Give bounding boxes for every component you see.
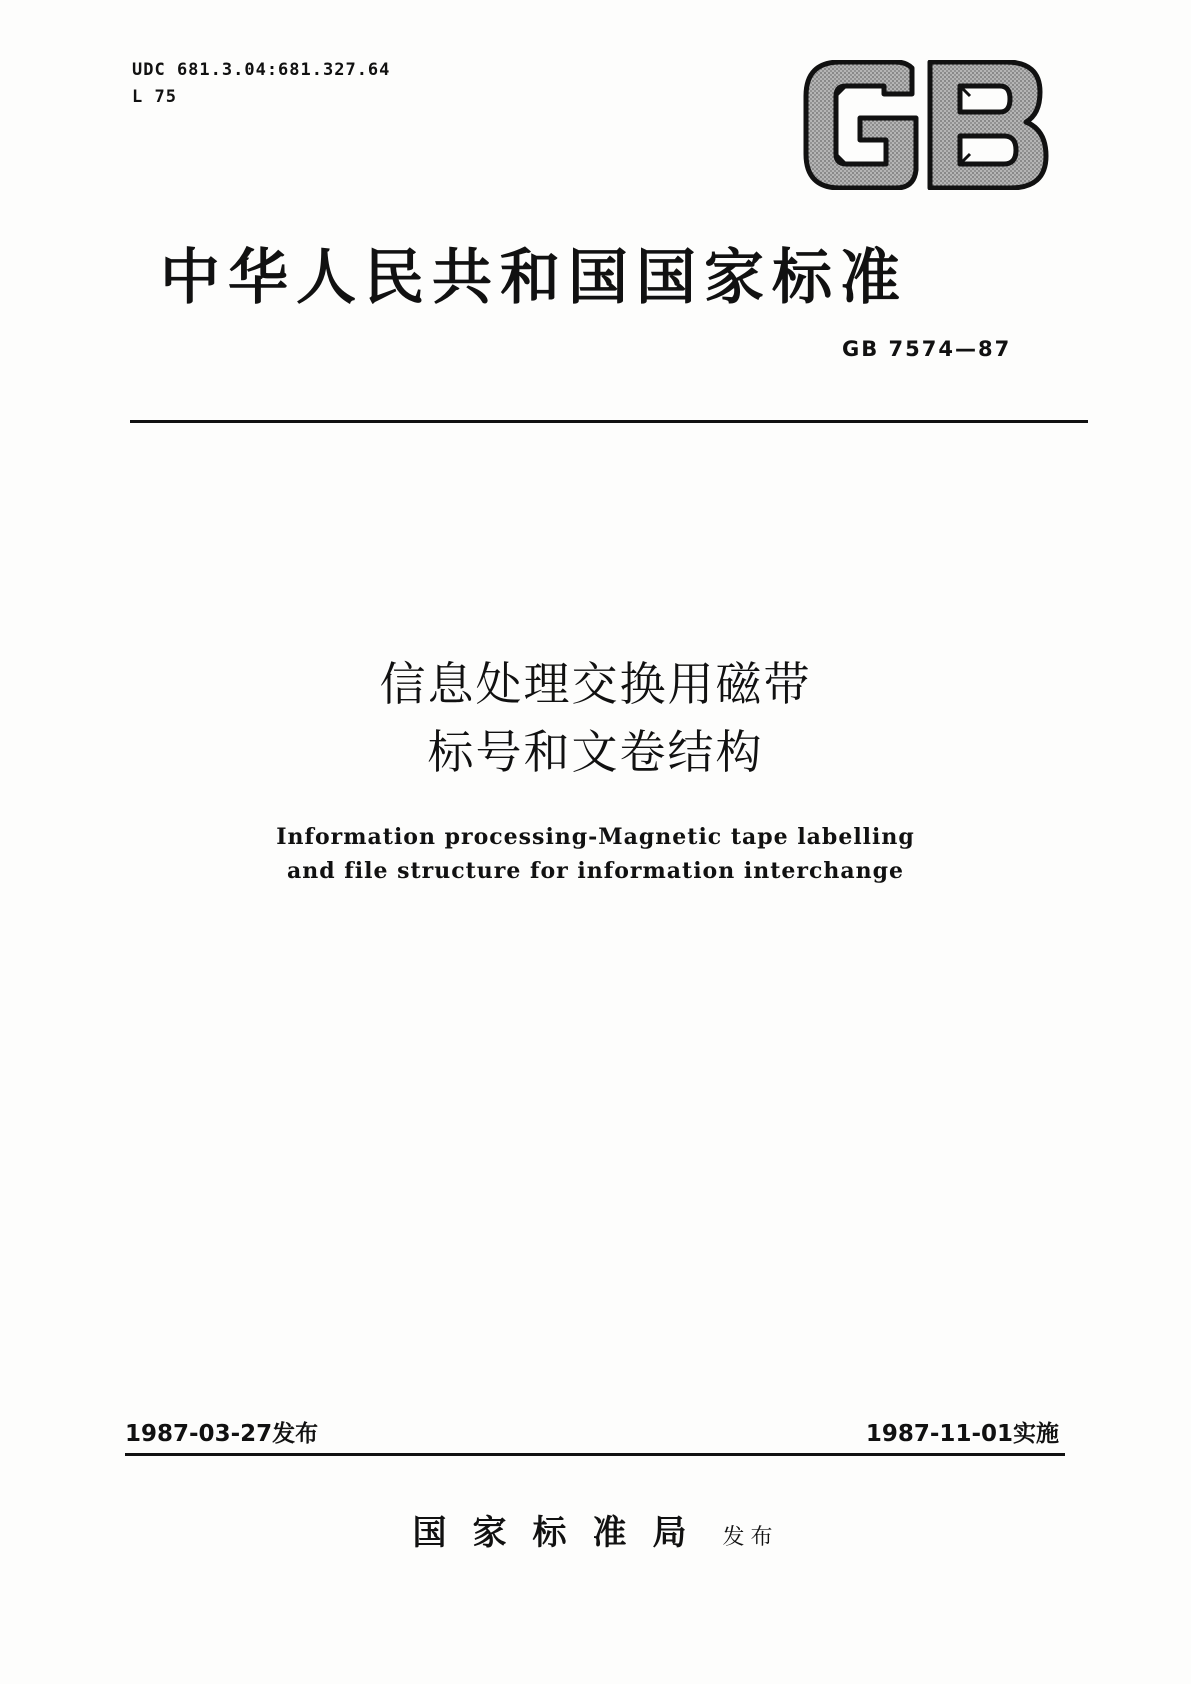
- english-title-line-2: and file structure for information interchange: [286, 858, 905, 884]
- national-standard-heading: 中华人民共和国国家标准: [160, 243, 908, 313]
- publisher-line: [0, 1505, 1191, 1554]
- chinese-title-line-2: 标号和文卷结构: [427, 725, 764, 779]
- footer-divider: [125, 1453, 1065, 1456]
- chinese-title: [0, 650, 1191, 786]
- english-title-line-1: Information processing-Magnetic tape labelling: [276, 824, 915, 850]
- issue-date: 1987-03-27发布: [125, 1421, 319, 1447]
- chinese-title-line-1: 信息处理交换用磁带: [379, 657, 812, 711]
- english-title: [0, 820, 1191, 888]
- publisher-name: 国家标准局: [412, 1513, 713, 1553]
- header-divider: [130, 420, 1088, 423]
- gb-logo: [800, 60, 1050, 190]
- standard-number: GB 7574—87: [842, 337, 1012, 361]
- publisher-action: 发布: [722, 1525, 779, 1550]
- ccs-code: L 75: [132, 87, 177, 107]
- effective-date: 1987-11-01实施: [865, 1421, 1059, 1447]
- udc-code: UDC 681.3.04:681.327.64: [132, 60, 391, 80]
